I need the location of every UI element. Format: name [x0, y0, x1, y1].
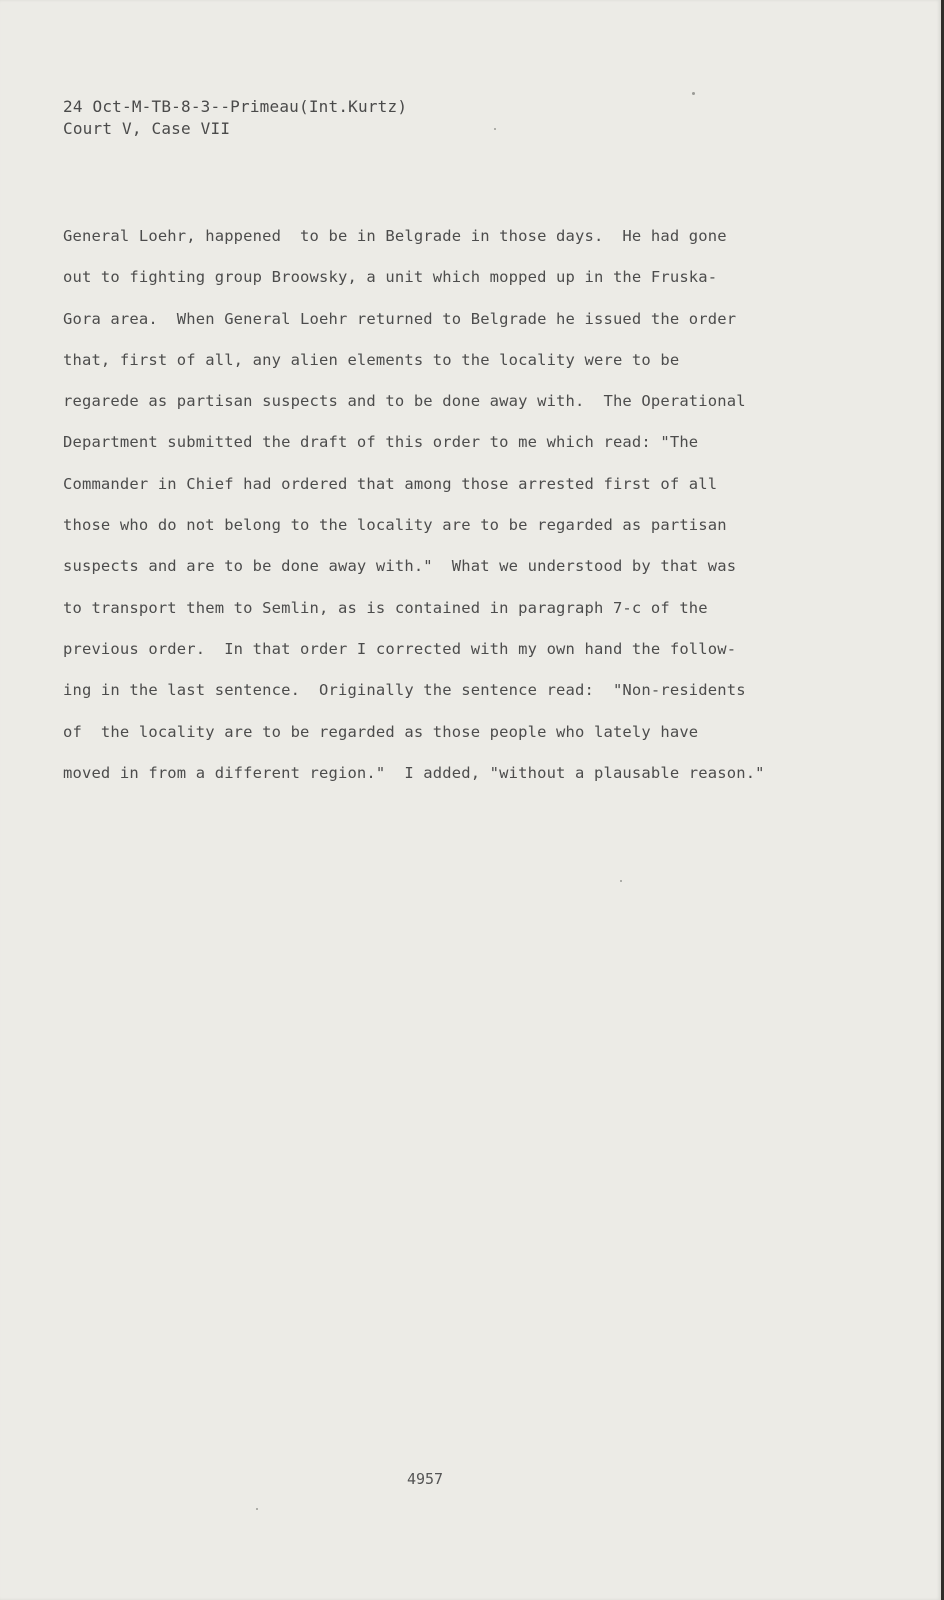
text-line: General Loehr, happened to be in Belgrade in those days. He had gone: [63, 227, 727, 245]
text-line: to transport them to Semlin, as is contained in paragraph 7-c of the: [63, 598, 708, 617]
text-line: Commander in Chief had ordered that among those arrested first of all: [63, 474, 718, 493]
text-line: moved in from a different region." I added, "without a plausable reason.": [63, 763, 765, 782]
page-number: 4957: [406, 1470, 444, 1488]
paper-speck: [692, 92, 695, 95]
text-line: Department submitted the draft of this order to me which read: "The: [63, 433, 699, 452]
text-line: Gora area. When General Loehr returned to Belgrade he issued the order: [63, 309, 737, 328]
text-line: suspects and are to be done away with." What we understood by that was: [63, 557, 737, 576]
paper-speck: [620, 880, 622, 882]
text-line: regarede as partisan suspects and to be done away with. The Operational: [63, 392, 746, 411]
header-court-line: Court V, Case VII: [63, 119, 231, 138]
text-line: that, first of all, any alien elements to the locality were to be: [63, 350, 680, 369]
text-line: out to fighting group Broowsky, a unit which mopped up in the Fruska-: [63, 268, 718, 287]
header-reference-line: 24 Oct-M-TB-8-3--Primeau(Int.Kurtz): [63, 97, 408, 116]
paper-speck: [494, 128, 496, 130]
testimony-text: [63, 216, 883, 794]
text-line: those who do not belong to the locality are to be regarded as partisan: [63, 516, 727, 535]
text-line: of the locality are to be regarded as those people who lately have: [63, 722, 699, 741]
text-line: ing in the last sentence. Originally the sentence read: "Non-residents: [63, 681, 746, 700]
paper-speck: [256, 1508, 258, 1510]
text-line: previous order. In that order I corrected with my own hand the follow-: [63, 639, 737, 658]
document-header: [63, 96, 407, 140]
